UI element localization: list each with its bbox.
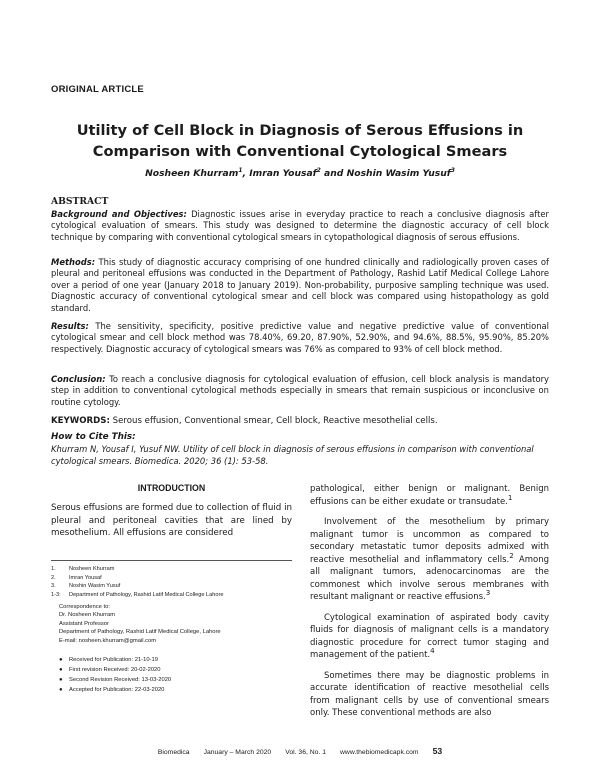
footer-issue-date: January – March 2020 xyxy=(203,749,272,756)
footnote-divider xyxy=(51,560,292,561)
author-mark: 3 xyxy=(450,166,455,174)
intro-paragraph xyxy=(310,612,549,662)
conclusion-text: To reach a conclusive diagnosis for cytological evaluation of effusion, cell block analysis is mandatory step in addition to conventional cytological methods especially in smears that remain suspicious or inconclusive on routine cytology. xyxy=(51,374,549,407)
abstract-heading: ABSTRACT xyxy=(51,196,109,207)
intro-paragraph: Sometimes there may be diagnostic problems in accurate identification of reactive mesothelial cells from malignant cells by use of conventional smears only. These conventional methods are also xyxy=(310,670,549,718)
reference-mark: 1 xyxy=(507,492,513,502)
date-text: Second Revision Received: 13-03-2020 xyxy=(69,677,172,683)
date-item xyxy=(59,655,292,665)
page-title xyxy=(40,120,560,162)
affiliation-row xyxy=(51,574,292,583)
reference-mark: 2 xyxy=(509,550,514,560)
date-item xyxy=(59,675,292,685)
affiliation-number: 1-3: xyxy=(51,591,61,598)
affiliation-row xyxy=(51,565,292,574)
footer-journal: Biomedica xyxy=(157,749,190,756)
affiliation-text: Department of Pathology, Rashid Latif Medical College Lahore xyxy=(69,591,224,598)
footer-volume: Vol. 36, No. 1 xyxy=(285,749,327,756)
abstract-methods xyxy=(51,257,549,314)
intro-paragraph xyxy=(310,516,549,604)
author-name: Imran Yousaf xyxy=(249,168,317,179)
results-label: Results: xyxy=(51,321,89,331)
how-to-cite-heading: How to Cite This: xyxy=(51,432,136,442)
introduction-left-text: Serous effusions are formed due to collection of fluid in pleural and peritoneal cavities that are lined by mesothelium. All effusions are considered xyxy=(51,503,292,539)
author-list xyxy=(40,168,560,179)
abstract-results xyxy=(51,321,549,355)
intro-paragraph xyxy=(310,483,549,508)
reference-mark: 4 xyxy=(430,646,435,656)
correspondence-label: Correspondence to: xyxy=(59,604,110,610)
abstract-conclusion xyxy=(51,374,549,408)
intro-text: Among all malignant tumors, adenocarcinomas are the commonest which involve serous membranes with resultant malignant or reactive effusions. xyxy=(310,554,549,602)
affiliation-row xyxy=(51,582,292,591)
affiliation-number: 3. xyxy=(51,583,56,590)
affiliations xyxy=(51,565,292,599)
background-text: Diagnostic issues arise in everyday practice to reach a conclusive diagnosis after cytological evaluation of smears. This study was designed to determine the diagnostic accuracy of cell block technique by comparing with conventional cytological smears in cytopathological diagnosis of serous effusions. xyxy=(51,209,549,242)
author-mark: 1 xyxy=(238,166,243,174)
author-name: Nosheen Khurram xyxy=(145,168,239,179)
introduction-right-column xyxy=(310,483,549,720)
how-to-cite-text: Khurram N, Yousaf I, Yusuf NW. Utility of cell block in diagnosis of serous effusions in comparison with conventional cytological smears. Biomedica. 2020; 36 (1): 53-58. xyxy=(51,444,534,466)
article-type: ORIGINAL ARTICLE xyxy=(51,84,144,95)
title-line-1: Utility of Cell Block in Diagnosis of Serous Effusions in xyxy=(76,122,524,139)
date-text: First revision Received: 20-02-2020 xyxy=(69,667,161,673)
correspondence-name: Dr. Nosheen Khurram xyxy=(59,612,116,619)
affiliation-text: Nosheen Khurram xyxy=(69,566,115,572)
title-line-2: Comparison with Conventional Cytological Smears xyxy=(92,143,508,160)
keywords-label: KEYWORDS: xyxy=(51,416,110,426)
keywords-text: Serous effusion, Conventional smear, Cell block, Reactive mesothelial cells. xyxy=(109,416,438,426)
bullet-icon: ● xyxy=(59,657,63,663)
methods-text: This study of diagnostic accuracy comprising of one hundred clinically and radiologically proven cases of pleural and peritoneal effusions was conducted in the Department of Pathology, Rashid Latif Medical College Lahore over a period of one year (January 2018 to January 2019). Non-probability, purposive sampling technique was used. Diagnostic accuracy of conventional cytological smear and cell block was compared using histopathology as gold standard. xyxy=(51,257,549,313)
bullet-icon: ● xyxy=(59,677,63,683)
footer-website[interactable]: www.thebiomedicapk.com xyxy=(340,749,419,756)
author-separator: , xyxy=(242,168,250,179)
affiliation-text: Imran Yousaf xyxy=(69,574,102,581)
author-mark: 2 xyxy=(316,166,321,174)
correspondence-email: E-mail: nosheen.khurram@gmail.com xyxy=(59,637,157,644)
date-text: Received for Publication: 21-10-19 xyxy=(69,657,158,663)
date-text: Accepted for Publication: 22-03-2020 xyxy=(69,687,165,693)
introduction-heading: INTRODUCTION xyxy=(137,483,206,493)
keywords xyxy=(51,416,549,426)
publication-dates xyxy=(59,655,292,695)
bullet-icon: ● xyxy=(59,687,63,693)
affiliation-text: Noshin Wasim Yusuf xyxy=(69,583,121,590)
page-number: 53 xyxy=(432,746,443,756)
results-text: The sensitivity, specificity, positive predictive value and negative predictive value of conventional cytological smear and cell block method was 78.40%, 69.20, 87.90%, 52.90%, and 94.6%, 88.5%, 95.90%, 85.20% respectively. Diagnostic accuracy of cytological smears was 76% as compared to 93% of cell block method. xyxy=(51,321,549,354)
page-footer xyxy=(40,746,560,756)
affiliation-number: 2. xyxy=(51,574,56,581)
bullet-icon: ● xyxy=(59,667,63,673)
correspondence-department: Department of Pathology, Rashid Latif Medical College, Lahore xyxy=(59,629,221,636)
author-name: Noshin Wasim Yusuf xyxy=(346,168,451,179)
date-item xyxy=(59,665,292,675)
intro-text: Involvement of the mesothelium by primary malignant tumor is uncommon as compared to secondary metastatic tumor deposits admixed with reactive mesothelial and inflammatory cells. xyxy=(310,517,549,565)
correspondence-position: Assistant Professor xyxy=(59,620,109,627)
reference-mark: 3 xyxy=(485,588,491,598)
intro-text: pathological, either benign or malignant. Benign effusions can be either exudate or transudate. xyxy=(310,484,549,507)
background-label: Background and Objectives: xyxy=(51,209,187,219)
correspondence xyxy=(59,603,292,645)
abstract-background xyxy=(51,209,549,243)
author-conjunction: and xyxy=(320,168,347,179)
affiliation-row xyxy=(51,591,292,600)
intro-text: Cytological examination of aspirated body cavity fluids for diagnosis of malignant cells is a mandatory diagnostic procedure for correct tumor staging and management of the patient. xyxy=(310,612,549,660)
date-item xyxy=(59,685,292,695)
affiliation-number: 1. xyxy=(51,566,56,572)
conclusion-label: Conclusion: xyxy=(51,374,106,384)
methods-label: Methods: xyxy=(51,257,96,267)
